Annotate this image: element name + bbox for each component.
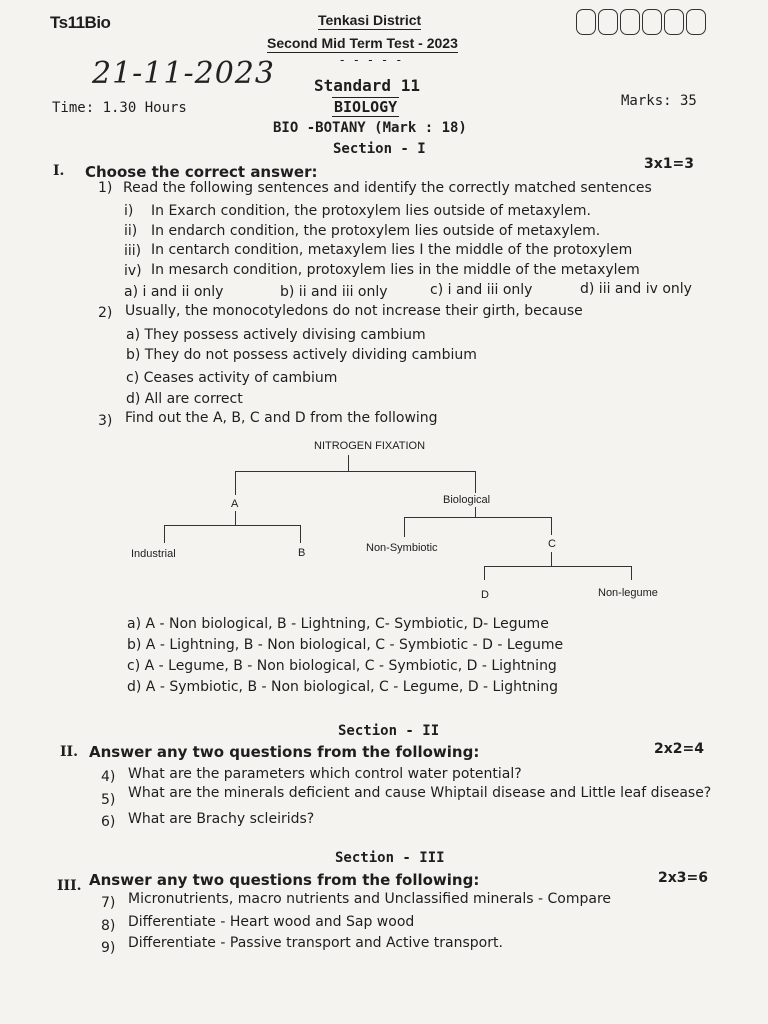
diagram-label-biological: Biological bbox=[443, 494, 491, 506]
section-1-numeral: I. bbox=[53, 163, 65, 179]
handwritten-date: 21-11-2023 bbox=[92, 56, 275, 91]
diagram-label-d: D bbox=[481, 589, 489, 601]
q7-number: 7) bbox=[101, 895, 116, 911]
section-1-title: Section - I bbox=[333, 141, 426, 157]
section-2-heading: Answer any two questions from the following: bbox=[89, 743, 480, 761]
diagram-label-non-legume: Non-legume bbox=[598, 587, 658, 599]
section-3-numeral: III. bbox=[57, 878, 82, 894]
q4-number: 4) bbox=[101, 769, 116, 785]
diagram-label-a: A bbox=[231, 498, 239, 510]
q3-text: Find out the A, B, C and D from the following bbox=[125, 410, 438, 426]
section-3-allocation: 2x3=6 bbox=[658, 870, 708, 886]
section-3-heading: Answer any two questions from the following: bbox=[89, 871, 480, 889]
diagram-connector bbox=[551, 552, 552, 566]
q2-option-a: a) They possess actively divising cambium bbox=[126, 327, 426, 343]
diagram-connector bbox=[631, 566, 632, 580]
section-3-title: Section - III bbox=[335, 850, 445, 866]
diagram-connector bbox=[235, 511, 236, 525]
time-label: Time: 1.30 Hours bbox=[52, 100, 187, 116]
diagram-connector bbox=[235, 471, 236, 495]
q3-option-d: d) A - Symbiotic, B - Non biological, C - Legume, D - Lightning bbox=[127, 679, 559, 695]
q8-text: Differentiate - Heart wood and Sap wood bbox=[128, 914, 415, 930]
q1-statement: In centarch condition, metaxylem lies I the middle of the protoxylem bbox=[151, 242, 633, 258]
diagram-label-c: C bbox=[548, 538, 556, 550]
q8-number: 8) bbox=[101, 918, 116, 934]
q1-number: 1) bbox=[98, 180, 113, 196]
marks-label: Marks: 35 bbox=[621, 93, 697, 109]
q2-option-c: c) Ceases activity of cambium bbox=[126, 370, 338, 386]
q3-option-c: c) A - Legume, B - Non biological, C - Symbiotic, D - Lightning bbox=[127, 658, 557, 674]
q2-number: 2) bbox=[98, 305, 113, 321]
q3-option-a: a) A - Non biological, B - Lightning, C- Symbiotic, D- Legume bbox=[127, 616, 549, 632]
q2-option-d: d) All are correct bbox=[126, 391, 243, 407]
q1-option-d: d) iii and iv only bbox=[580, 281, 692, 297]
q7-text: Micronutrients, macro nutrients and Unclassified minerals - Compare bbox=[128, 891, 612, 907]
diagram-label-industrial: Industrial bbox=[131, 548, 176, 560]
q9-number: 9) bbox=[101, 940, 116, 956]
register-box bbox=[642, 9, 662, 35]
q4-text: What are the parameters which control water potential? bbox=[128, 766, 522, 782]
diagram-connector bbox=[404, 517, 405, 537]
diagram-label-b: B bbox=[298, 547, 306, 559]
part-label: BIO -BOTANY (Mark : 18) bbox=[273, 120, 467, 136]
q6-number: 6) bbox=[101, 814, 116, 830]
q1-statement: In mesarch condition, protoxylem lies in the middle of the metaxylem bbox=[151, 262, 640, 278]
diagram-label-non-symbiotic: Non-Symbiotic bbox=[366, 542, 438, 554]
section-2-numeral: II. bbox=[60, 744, 78, 760]
district-title: Tenkasi District bbox=[318, 12, 422, 28]
section-1-allocation: 3x1=3 bbox=[644, 156, 694, 172]
diagram-connector bbox=[484, 566, 485, 580]
diagram-connector bbox=[164, 525, 165, 543]
diagram-connector bbox=[475, 471, 476, 493]
q1-text: Read the following sentences and identify the correctly matched sentences bbox=[123, 180, 652, 196]
q5-number: 5) bbox=[101, 792, 116, 808]
section-1-heading: Choose the correct answer: bbox=[85, 163, 318, 181]
diagram-connector bbox=[235, 471, 476, 472]
q9-text: Differentiate - Passive transport and Active transport. bbox=[128, 935, 503, 951]
subject-label: BIOLOGY bbox=[334, 98, 398, 116]
register-box bbox=[576, 9, 596, 35]
q3-number: 3) bbox=[98, 413, 113, 429]
q1-statement: In endarch condition, the protoxylem lies outside of metaxylem. bbox=[151, 223, 601, 239]
diagram-connector bbox=[551, 517, 552, 535]
register-box bbox=[598, 9, 618, 35]
q2-option-b: b) They do not possess actively dividing cambium bbox=[126, 347, 477, 363]
title-dashes: - - - - - bbox=[340, 53, 404, 67]
q1-statement-number: iii) bbox=[124, 243, 142, 259]
q5-text: What are the minerals deficient and cause Whiptail disease and Little leaf disease? bbox=[128, 785, 712, 801]
q1-statement: In Exarch condition, the protoxylem lies outside of metaxylem. bbox=[151, 203, 591, 219]
q1-statement-number: iv) bbox=[124, 263, 142, 279]
q1-statement-number: ii) bbox=[124, 223, 138, 239]
q1-option-c: c) i and iii only bbox=[430, 282, 533, 298]
section-2-allocation: 2x2=4 bbox=[654, 741, 704, 757]
diagram-connector bbox=[475, 507, 476, 517]
diagram-connector bbox=[348, 455, 349, 471]
diagram-connector bbox=[300, 525, 301, 543]
q1-option-b: b) ii and iii only bbox=[280, 284, 388, 300]
exam-title: Second Mid Term Test - 2023 bbox=[267, 35, 458, 51]
q3-option-b: b) A - Lightning, B - Non biological, C - Symbiotic - D - Legume bbox=[127, 637, 564, 653]
standard-label: Standard 11 bbox=[314, 76, 420, 95]
register-box bbox=[664, 9, 684, 35]
diagram-connector bbox=[484, 566, 632, 567]
register-box bbox=[686, 9, 706, 35]
paper-code: Ts11Bio bbox=[50, 13, 111, 32]
q1-statement-number: i) bbox=[124, 203, 134, 219]
section-2-title: Section - II bbox=[338, 723, 440, 739]
q6-text: What are Brachy scleirids? bbox=[128, 811, 315, 827]
q2-text: Usually, the monocotyledons do not increase their girth, because bbox=[125, 303, 583, 319]
q1-option-a: a) i and ii only bbox=[124, 284, 224, 300]
register-box bbox=[620, 9, 640, 35]
diagram-connector bbox=[404, 517, 552, 518]
register-number-boxes bbox=[576, 9, 708, 35]
diagram-root-label: NITROGEN FIXATION bbox=[314, 440, 426, 452]
diagram-connector bbox=[164, 525, 300, 526]
